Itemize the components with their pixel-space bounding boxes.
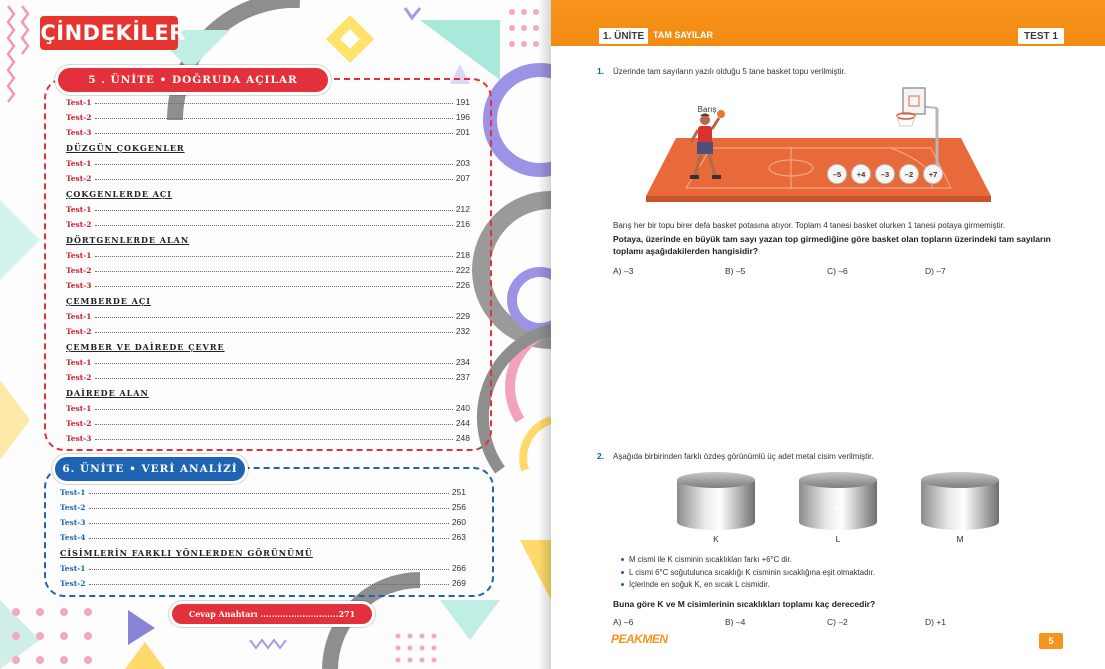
q2-option-c[interactable]: C) –2 xyxy=(827,617,848,627)
metal-cylinder xyxy=(677,472,755,544)
number-ball xyxy=(924,165,943,184)
toc-test-label: Test-1 xyxy=(66,312,92,321)
toc-page-number: 248 xyxy=(455,433,470,443)
toc-test-row[interactable] xyxy=(66,367,470,382)
toc-test-label: Test-1 xyxy=(66,404,92,413)
toc-test-row[interactable] xyxy=(66,306,470,321)
q1-intro: Üzerinde tam sayıların yazılı olduğu 5 tane basket topu verilmiştir. xyxy=(613,67,846,76)
toc-test-label: Test-1 xyxy=(66,205,92,214)
page-number: 5 xyxy=(1039,633,1063,649)
toc-page-number: 251 xyxy=(451,487,466,497)
q2-number: 2. xyxy=(597,451,605,461)
q2-option-d[interactable]: D) +1 xyxy=(925,617,947,627)
left-page xyxy=(0,0,551,669)
cylinder-label: L xyxy=(835,534,841,544)
toc-leader-dots xyxy=(95,133,453,134)
toc-leader-dots xyxy=(95,164,453,165)
toc-page-number: 203 xyxy=(455,158,470,168)
toc-page-number: 207 xyxy=(455,173,470,183)
toc-section-heading xyxy=(66,382,470,398)
toc-test-label: Test-2 xyxy=(66,266,92,275)
toc-test-label: Test-3 xyxy=(66,434,92,443)
toc-test-label: Test-2 xyxy=(66,174,92,183)
toc-leader-dots xyxy=(95,409,453,410)
toc-leader-dots xyxy=(95,363,453,364)
toc-leader-dots xyxy=(95,225,453,226)
toc-page-number: 240 xyxy=(455,403,470,413)
toc-page-number: 191 xyxy=(455,97,470,107)
toc-leader-dots xyxy=(95,439,453,440)
unit-name: TAM SAYILAR xyxy=(653,30,714,40)
number-ball xyxy=(876,165,895,184)
toc-page-number: 260 xyxy=(451,517,466,527)
toc-leader-dots xyxy=(95,424,453,425)
toc-test-label: Test-2 xyxy=(60,579,86,588)
toc-test-label: Test-3 xyxy=(60,518,86,527)
ball-number-label: +7 xyxy=(928,170,938,179)
toc-page-number: 234 xyxy=(455,357,470,367)
toc-leader-dots xyxy=(89,523,449,524)
toc-section-label: ÇEMBERDE AÇI xyxy=(66,296,151,306)
toc-leader-dots xyxy=(89,584,449,585)
metal-cylinders-illustration xyxy=(671,466,1011,546)
toc-test-label: Test-1 xyxy=(66,159,92,168)
toc-page-number: 216 xyxy=(455,219,470,229)
q1-question-line1: Potaya, üzerinde en büyük tam sayı yazan top girmediğine göre basket olan topların üzerindeki tam sayıların xyxy=(613,234,1051,244)
toc-leader-dots xyxy=(89,493,449,494)
toc-test-row[interactable] xyxy=(60,573,466,588)
toc-test-row[interactable] xyxy=(66,92,470,107)
toc-leader-dots xyxy=(95,179,453,180)
ball-number-label: –3 xyxy=(880,170,890,179)
toc-test-row[interactable] xyxy=(66,352,470,367)
cylinder-label: K xyxy=(713,534,719,544)
unit-tag: 1. ÜNİTE xyxy=(599,28,648,44)
toc-section-heading xyxy=(66,336,470,352)
answer-key-link[interactable]: Cevap Anahtarı ............................271 xyxy=(172,604,372,624)
toc-test-row[interactable] xyxy=(66,107,470,122)
backboard xyxy=(903,88,925,114)
toc-page-number: 237 xyxy=(455,372,470,382)
toc-test-row[interactable] xyxy=(66,214,470,229)
toc-test-row[interactable] xyxy=(60,527,466,542)
toc-page-number: 226 xyxy=(455,280,470,290)
toc-page-number: 256 xyxy=(451,502,466,512)
player-name-label: Barış xyxy=(697,105,717,114)
toc-test-label: Test-3 xyxy=(66,128,92,137)
ball-number-label: –2 xyxy=(904,170,914,179)
cylinder-label: M xyxy=(956,534,964,544)
toc-test-label: Test-2 xyxy=(66,327,92,336)
toc-page-number: 222 xyxy=(455,265,470,275)
toc-test-label: Test-2 xyxy=(66,419,92,428)
unit5-header: 5 . ÜNİTE • DOĞRUDA AÇILAR xyxy=(58,68,328,92)
toc-page-number: 212 xyxy=(455,204,470,214)
toc-test-label: Test-1 xyxy=(60,564,86,573)
q1-option-d[interactable]: D) –7 xyxy=(925,266,946,276)
q2-question: Buna göre K ve M cisimlerinin sıcaklıkları toplamı kaç derecedir? xyxy=(613,599,876,609)
toc-test-row[interactable] xyxy=(66,413,470,428)
toc-test-label: Test-1 xyxy=(66,98,92,107)
q1-option-a[interactable]: A) –3 xyxy=(613,266,634,276)
metal-cylinder xyxy=(921,472,999,544)
toc-test-label: Test-3 xyxy=(66,281,92,290)
toc-test-label: Test-2 xyxy=(66,113,92,122)
toc-test-row[interactable] xyxy=(60,482,466,497)
toc-section-label: DÖRTGENLERDE ALAN xyxy=(66,235,190,245)
toc-section-heading xyxy=(66,137,470,153)
toc-test-label: Test-2 xyxy=(60,503,86,512)
toc-test-row[interactable] xyxy=(66,260,470,275)
toc-page-number: 263 xyxy=(451,532,466,542)
toc-test-row[interactable] xyxy=(66,428,470,443)
toc-test-row[interactable] xyxy=(60,497,466,512)
toc-page-number: 196 xyxy=(455,112,470,122)
toc-test-label: Test-2 xyxy=(66,220,92,229)
right-page xyxy=(551,0,1105,669)
toc-leader-dots xyxy=(95,271,453,272)
toc-leader-dots xyxy=(89,538,449,539)
q1-option-b[interactable]: B) –5 xyxy=(725,266,746,276)
toc-leader-dots xyxy=(89,508,449,509)
toc-section-label: DAİREDE ALAN xyxy=(66,388,149,398)
toc-leader-dots xyxy=(89,569,449,570)
test-tag: TEST 1 xyxy=(1018,28,1064,44)
toc-section-heading xyxy=(66,183,470,199)
toc-leader-dots xyxy=(95,118,453,119)
toc-test-row[interactable] xyxy=(66,321,470,336)
toc-page-number: 218 xyxy=(455,250,470,260)
toc-section-heading xyxy=(60,542,466,558)
toc-test-row[interactable] xyxy=(66,398,470,413)
toc-test-row[interactable] xyxy=(66,245,470,260)
publisher-logo: PEAKMEN xyxy=(611,632,668,646)
unit6-toc-list xyxy=(60,482,466,588)
toc-test-row[interactable] xyxy=(66,122,470,137)
toc-section-label: CİSİMLERİN FARKLI YÖNLERDEN GÖRÜNÜMÜ xyxy=(60,548,313,558)
toc-page-number: 229 xyxy=(455,311,470,321)
number-ball xyxy=(900,165,919,184)
number-ball xyxy=(828,165,847,184)
toc-test-row[interactable] xyxy=(66,199,470,214)
toc-page-number: 201 xyxy=(455,127,470,137)
toc-test-row[interactable] xyxy=(66,153,470,168)
q2-bullet-2: L cismi 6°C soğutulunca sıcaklığı K cisminin sıcaklığına eşit olmaktadır. xyxy=(621,568,875,581)
toc-test-label: Test-1 xyxy=(66,251,92,260)
q2-bullet-3: İçlerinde en soğuk K, en sıcak L cismidir. xyxy=(621,580,875,593)
toc-leader-dots xyxy=(95,378,453,379)
basketball-court-illustration xyxy=(641,78,1001,206)
q2-option-b[interactable]: B) –4 xyxy=(725,617,746,627)
toc-test-row[interactable] xyxy=(60,558,466,573)
cylinder-mark: +4 xyxy=(833,503,843,512)
toc-section-label: ÇEMBER VE DAİREDE ÇEVRE xyxy=(66,342,225,352)
q2-intro: Aşağıda birbirinden farklı özdeş görünümlü üç adet metal cisim verilmiştir. xyxy=(613,452,874,461)
toc-test-row[interactable] xyxy=(60,512,466,527)
toc-test-label: Test-1 xyxy=(66,358,92,367)
ball-number-label: –5 xyxy=(832,170,842,179)
toc-leader-dots xyxy=(95,256,453,257)
q2-option-a[interactable]: A) –6 xyxy=(613,617,634,627)
toc-test-row[interactable] xyxy=(66,168,470,183)
toc-test-label: Test-4 xyxy=(60,533,86,542)
unit5-toc-list xyxy=(66,92,470,443)
toc-leader-dots xyxy=(95,210,453,211)
toc-page-number: 266 xyxy=(451,563,466,573)
q1-number: 1. xyxy=(597,66,605,76)
number-ball xyxy=(852,165,871,184)
toc-page-number: 269 xyxy=(451,578,466,588)
q1-question-line2: toplamı aşağıdakilerden hangisidir? xyxy=(613,246,759,256)
toc-test-label: Test-2 xyxy=(66,373,92,382)
toc-leader-dots xyxy=(95,332,453,333)
toc-section-heading xyxy=(66,290,470,306)
toc-section-label: ÇOKGENLERDE AÇI xyxy=(66,189,173,199)
toc-section-heading xyxy=(66,229,470,245)
toc-page-number: 244 xyxy=(455,418,470,428)
ball-number-label: +4 xyxy=(856,170,866,179)
q2-bullets xyxy=(621,555,875,593)
q1-option-c[interactable]: C) –6 xyxy=(827,266,848,276)
toc-test-label: Test-1 xyxy=(60,488,86,497)
toc-leader-dots xyxy=(95,286,453,287)
toc-page-number: 232 xyxy=(455,326,470,336)
unit6-header: 6. ÜNİTE • VERİ ANALİZİ xyxy=(55,457,245,481)
q2-bullet-1: M cismi ile K cisminin sıcaklıkları farkı +6°C dir. xyxy=(621,555,875,568)
metal-cylinder xyxy=(799,472,877,544)
toc-leader-dots xyxy=(95,317,453,318)
toc-leader-dots xyxy=(95,103,453,104)
page-title: İÇİNDEKİLER xyxy=(40,16,178,50)
toc-section-label: DÜZGÜN ÇOKGENLER xyxy=(66,143,185,153)
q1-body: Barış her bir topu birer defa basket potasına atıyor. Toplam 4 tanesi basket olurken 1 tanesi potaya girmemiştir. xyxy=(613,221,1006,230)
toc-test-row[interactable] xyxy=(66,275,470,290)
